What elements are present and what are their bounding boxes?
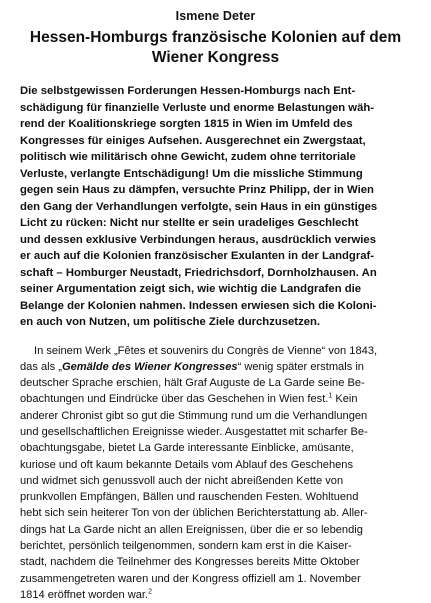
article-title xyxy=(20,28,431,68)
body-line: obachtungsgabe, bietet La Garde interessante Einblicke, amüsante, xyxy=(20,440,412,456)
body-line: stadt, nachdem die Teilnehmer des Kongresses bereits Mitte Oktober xyxy=(20,554,412,570)
body-line: anderer Chronist gibt so gut die Stimmung rund um die Verhandlungen xyxy=(20,408,412,424)
abstract-line: politisch wie militärisch ohne Gewicht, zudem ohne territoriale xyxy=(20,149,412,166)
author-name: Ismene Deter xyxy=(20,9,431,23)
abstract-line: seiner Argumentation zeigt sich, wie wichtig die Landgrafen die xyxy=(20,281,412,298)
abstract-line: er auch auf die Kolonien französischer Exulanten in der Landgraf- xyxy=(20,248,412,265)
body-line: und widmet sich genussvoll auch der nicht abreißenden Kette von xyxy=(20,473,412,489)
body-text-segment: Kein xyxy=(332,393,357,405)
emphasized-book-title: Gemälde des Wiener Kongresses xyxy=(62,361,238,373)
abstract-line: en auch von Nutzen, um politische Ziele durchzusetzen. xyxy=(20,314,412,331)
abstract-line: schaft – Homburger Neustadt, Friedrichsdorf, Dornholzhausen. An xyxy=(20,265,412,282)
body-line: berichtet, persönlich teilgenommen, sondern kam erst in die Kaiser- xyxy=(20,538,412,554)
abstract-line: Verluste, verlangte Entschädigung! Um die missliche Stimmung xyxy=(20,166,412,183)
body-paragraph xyxy=(20,343,412,603)
abstract-line: Licht zu rücken: Nicht nur stellte er sein uradeliges Geschlecht xyxy=(20,215,412,232)
abstract-line: und dessen exklusive Verbindungen heraus, ausdrücklich verwies xyxy=(20,232,412,249)
body-line: prunkvollen Empfängen, Bällen und rauschenden Festen. Wohltuend xyxy=(20,489,412,505)
abstract-paragraph xyxy=(20,83,412,331)
footnote-marker: 1 xyxy=(328,393,332,400)
body-line: zusammengetreten waren und der Kongress offiziell am 1. November xyxy=(20,571,412,587)
abstract-line: Die selbstgewissen Forderungen Hessen-Homburgs nach Ent- xyxy=(20,83,412,100)
body-line xyxy=(20,359,412,375)
body-line: und gesellschaftlichen Ereignisse wieder. Ausgestattet mit scharfer Be- xyxy=(20,424,412,440)
abstract-line: rend der Koalitionskriege sorgten 1815 in Wien im Umfeld des xyxy=(20,116,412,133)
body-line: In seinem Werk „Fêtes et souvenirs du Congrès de Vienne“ von 1843, xyxy=(20,343,412,359)
abstract-line: gegen sein Haus zu dämpfen, versuchte Prinz Philipp, der in Wien xyxy=(20,182,412,199)
footnote-marker: 2 xyxy=(148,588,152,595)
abstract-line: schädigung für finanzielle Verluste und enorme Belastungen wäh- xyxy=(20,100,412,117)
body-line: deutscher Sprache erschien, hält Graf Auguste de La Garde seine Be- xyxy=(20,375,412,391)
title-line: Hessen-Homburgs französische Kolonien auf dem xyxy=(20,28,411,48)
abstract-line: Belange der Kolonien nahmen. Indessen erwiesen sich die Koloni- xyxy=(20,298,412,315)
body-line: dings hat La Garde nicht an allen Ereignissen, über die er so lebendig xyxy=(20,522,412,538)
title-line: Wiener Kongress xyxy=(20,48,411,68)
body-line: hebt sich sein heiterer Ton von der üblichen Berichterstattung ab. Aller- xyxy=(20,505,412,521)
body-line: kuriose und oft kaum bekannte Details vom Ablauf des Geschehens xyxy=(20,457,412,473)
body-text-segment: “ wenig später erstmals in xyxy=(238,361,364,373)
body-text-segment: das als „ xyxy=(20,361,62,373)
abstract-line: den Gang der Verhandlungen verfolgte, sein Haus in ein günstiges xyxy=(20,199,412,216)
body-text-segment: obachtungen und Eindrücke über das Geschehen in Wien fest. xyxy=(20,393,328,405)
abstract-line: Kongresses für einiges Aufsehen. Ausgerechnet ein Zwergstaat, xyxy=(20,133,412,150)
body-line xyxy=(20,587,412,603)
body-line xyxy=(20,391,412,407)
body-text-segment: 1814 eröffnet worden war. xyxy=(20,589,148,601)
